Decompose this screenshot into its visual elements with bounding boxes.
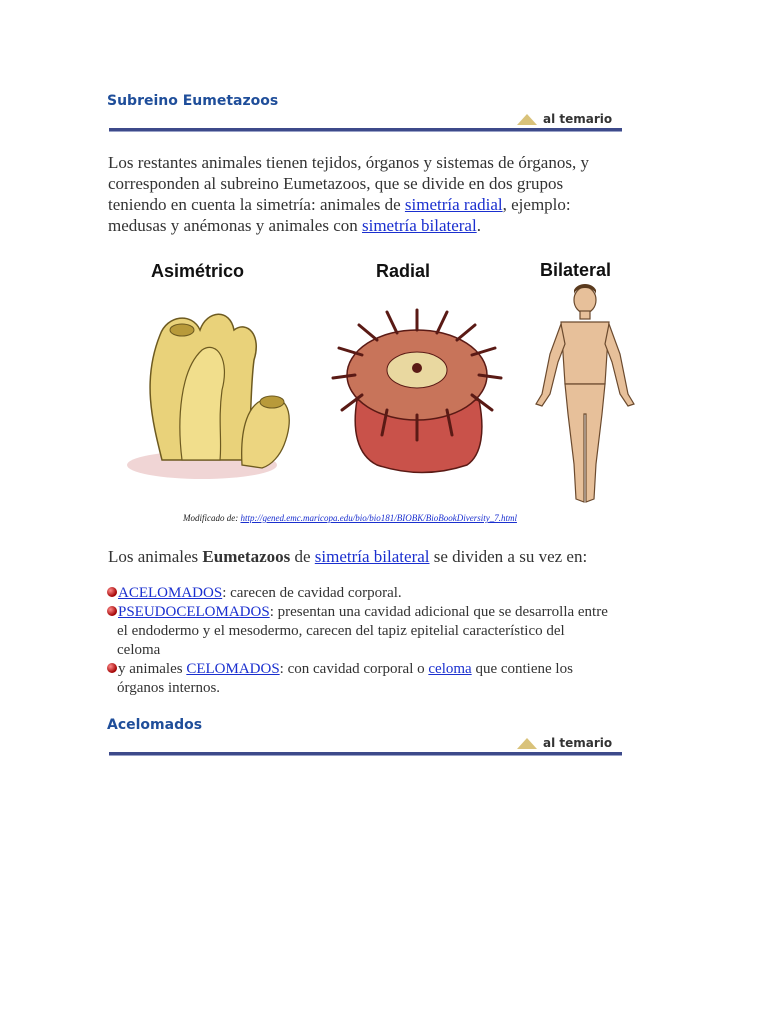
section-divider: [109, 752, 622, 756]
section-divider: [109, 128, 622, 132]
credit-link[interactable]: http://gened.emc.maricopa.edu/bio/bio181/BIOBK/BioBookDiversity_7.html: [240, 513, 517, 523]
divide-paragraph: [108, 546, 587, 567]
list-item: [107, 603, 667, 622]
credit-prefix: Modificado de:: [183, 513, 241, 523]
list-item-continuation: celoma: [117, 642, 161, 658]
up-arrow-icon: [517, 738, 537, 749]
text: : presentan una cavidad adicional que se desarrolla entre: [269, 604, 608, 620]
bold-term: Eumetazoos: [202, 547, 291, 566]
intro-paragraph: [108, 152, 668, 236]
bullet-icon: [107, 587, 117, 597]
bullet-icon: [107, 663, 117, 673]
text: : con cavidad corporal o: [279, 661, 429, 677]
link-simetria-bilateral-2[interactable]: simetría bilateral: [314, 547, 430, 566]
list-item-continuation: órganos internos.: [117, 680, 221, 696]
temario-label: al temario: [543, 736, 613, 750]
link-pseudocelomados[interactable]: PSEUDOCELOMADOS: [118, 604, 270, 620]
text: Los animales: [108, 547, 203, 566]
section-title-acelomados: Acelomados: [107, 717, 203, 733]
temario-label: al temario: [543, 112, 613, 126]
text: : carecen de cavidad corporal.: [222, 585, 402, 601]
text: medusas y anémonas y animales con: [108, 216, 362, 235]
bullet-icon: [107, 606, 117, 616]
temario-link-2[interactable]: [517, 736, 612, 750]
sponge-illustration: [122, 300, 302, 500]
section-title: Subreino Eumetazoos: [107, 93, 279, 109]
temario-link[interactable]: [517, 112, 612, 126]
link-simetria-radial[interactable]: simetría radial: [404, 195, 503, 214]
text: que contiene los: [471, 661, 573, 677]
text: , ejemplo:: [502, 195, 571, 214]
list-item: [107, 584, 667, 603]
bullet-list: [107, 584, 667, 698]
intro-line: [108, 194, 668, 215]
text: y animales: [118, 661, 187, 677]
intro-line: [108, 215, 668, 236]
text: teniendo en cuenta la simetría: animales de: [108, 195, 405, 214]
label-bilateral: Bilateral: [540, 260, 612, 280]
label-asimetrico: Asimétrico: [151, 261, 245, 281]
list-item-continuation: el endodermo y el mesodermo, carecen del tapiz epitelial característico del: [117, 623, 565, 639]
image-credit: [183, 513, 517, 523]
text: de: [290, 547, 315, 566]
list-item: [107, 660, 667, 679]
link-acelomados[interactable]: ACELOMADOS: [118, 585, 223, 601]
intro-line: Los restantes animales tienen tejidos, órganos y sistemas de órganos, y: [108, 153, 589, 172]
text: se dividen a su vez en:: [429, 547, 588, 566]
up-arrow-icon: [517, 114, 537, 125]
link-celomados[interactable]: CELOMADOS: [186, 661, 280, 677]
text: .: [476, 216, 481, 235]
link-simetria-bilateral[interactable]: simetría bilateral: [362, 216, 477, 235]
intro-line: corresponden al subreino Eumetazoos, que se divide en dos grupos: [108, 174, 564, 193]
link-celoma[interactable]: celoma: [428, 661, 472, 677]
anemone-illustration: [327, 300, 507, 480]
human-illustration: [528, 284, 643, 509]
label-radial: Radial: [376, 261, 431, 281]
